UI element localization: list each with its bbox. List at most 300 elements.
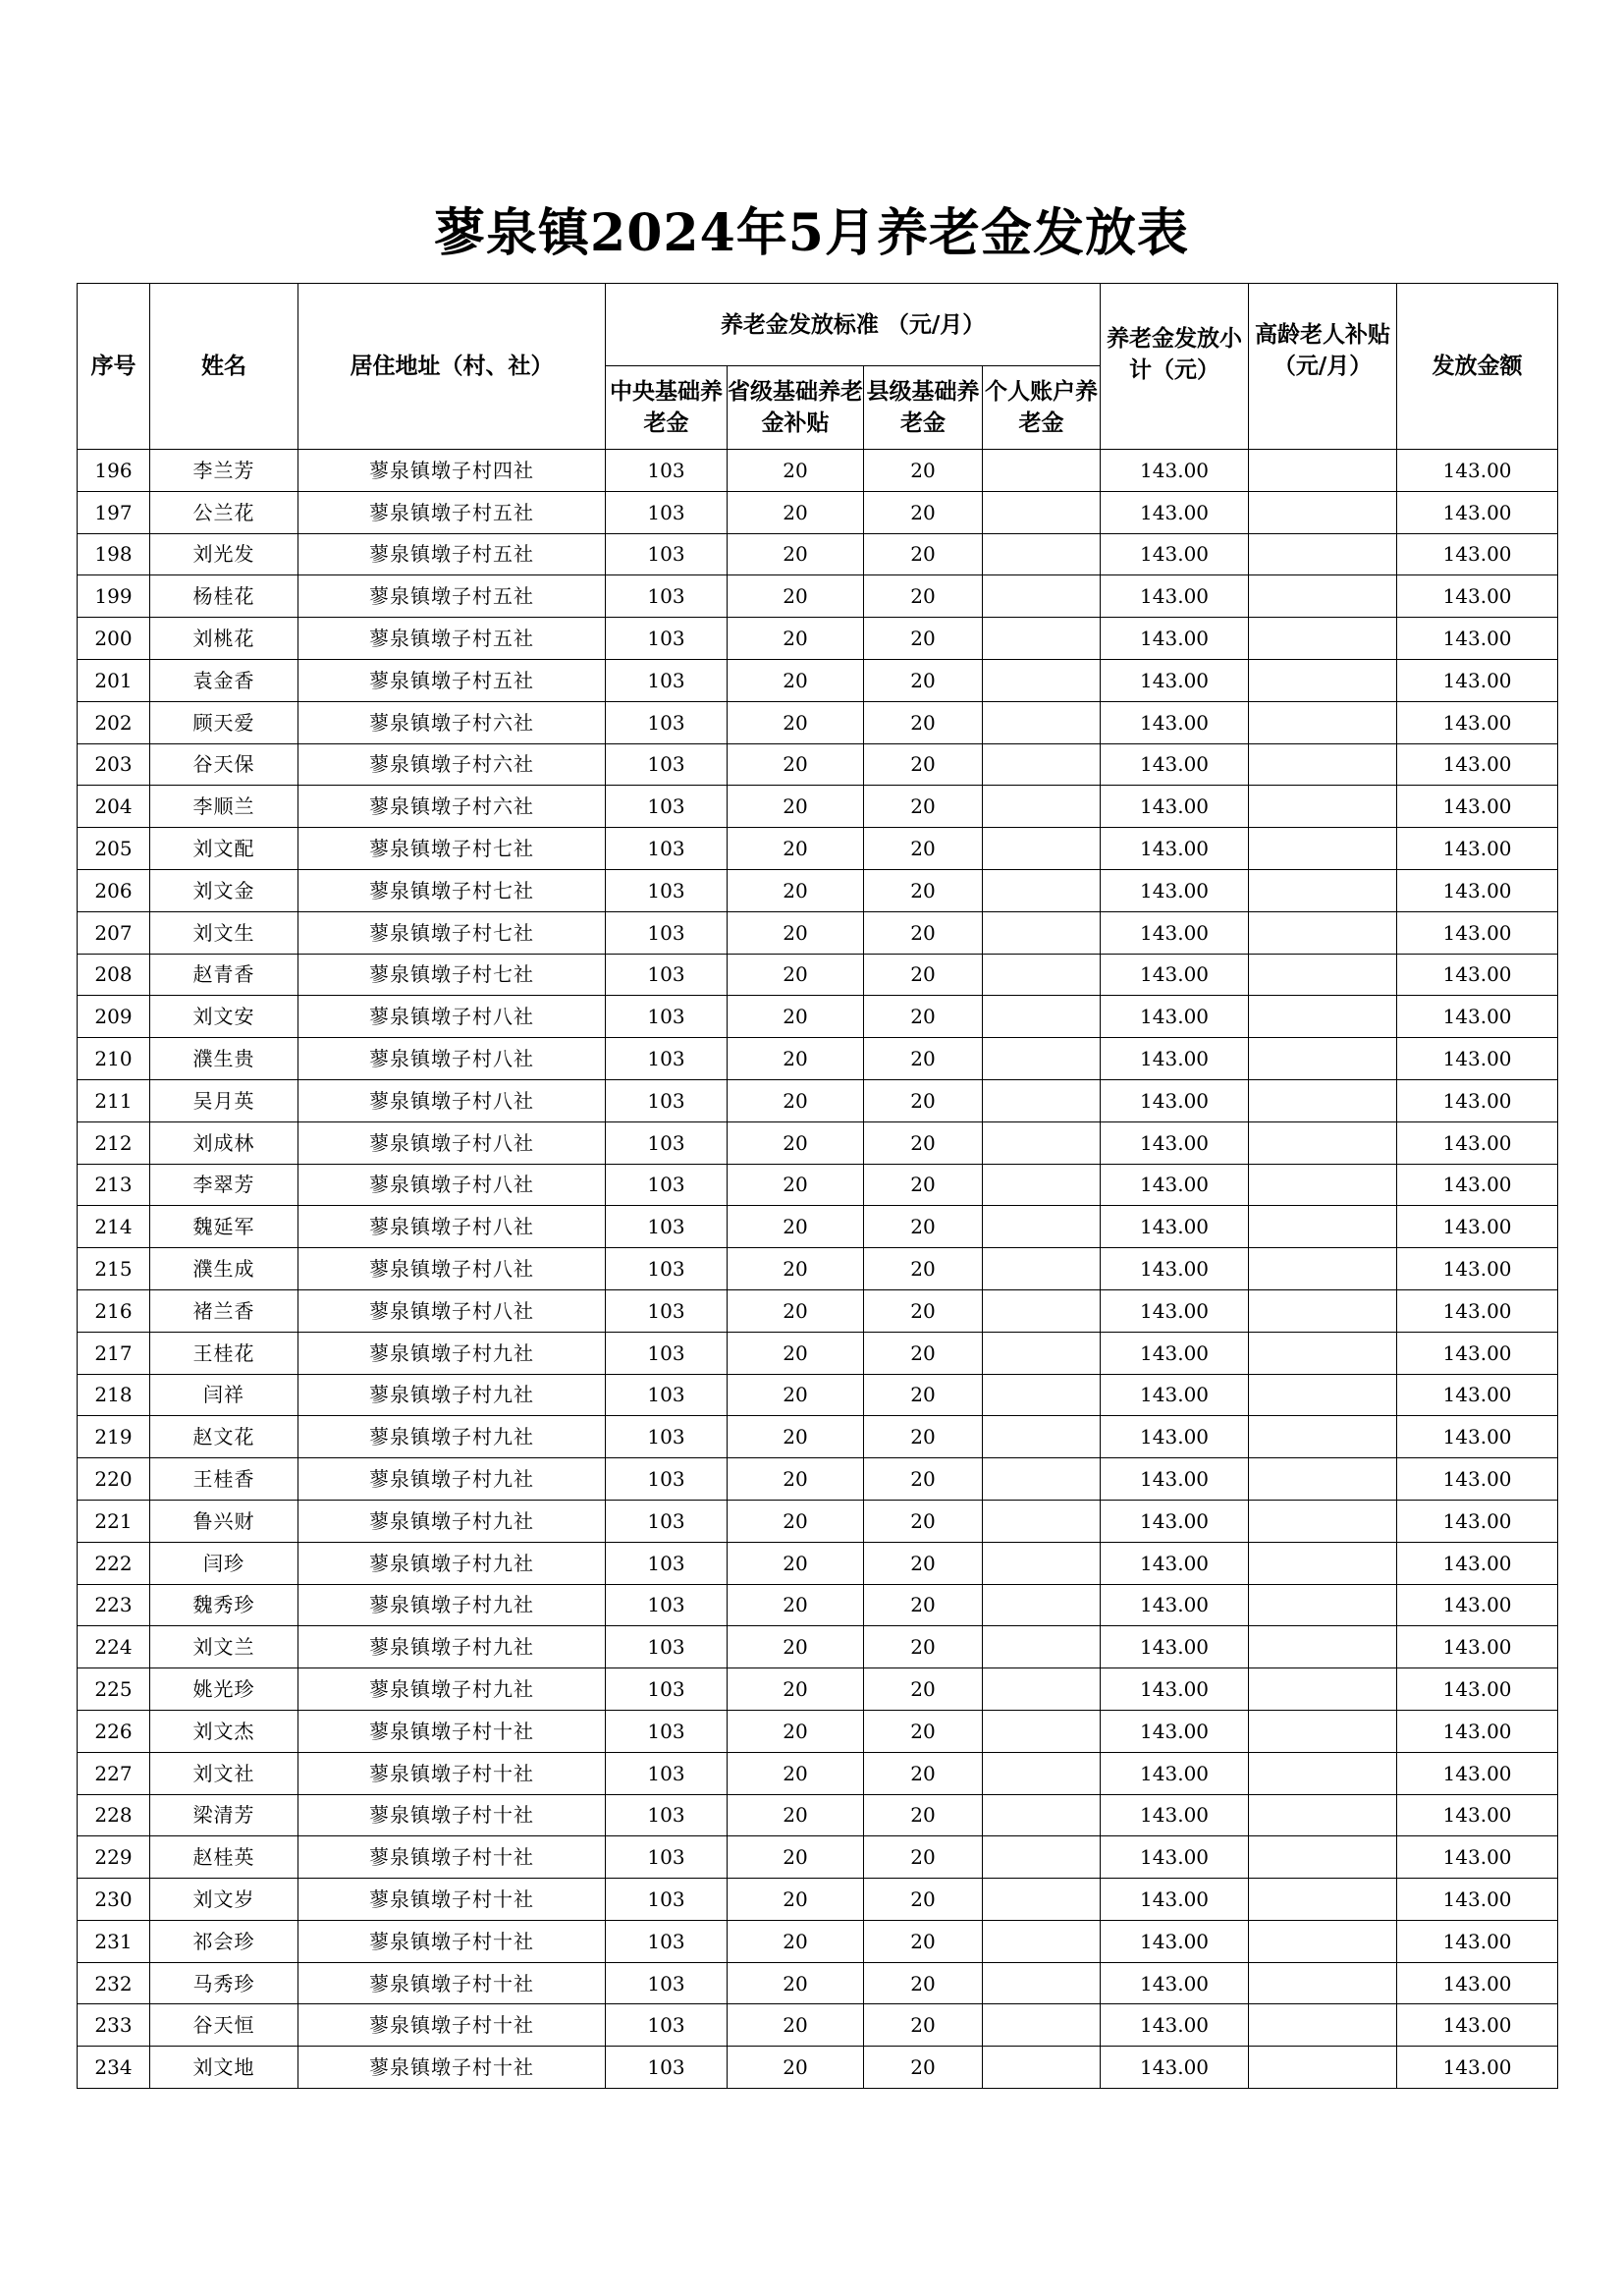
cell-county: 20 (864, 1121, 983, 1164)
table-row (78, 1458, 1558, 1501)
cell-personal (983, 1416, 1101, 1458)
cell-seq: 221 (78, 1500, 150, 1542)
cell-provincial: 20 (728, 1416, 864, 1458)
cell-provincial: 20 (728, 1752, 864, 1794)
cell-central: 103 (606, 1079, 728, 1121)
cell-name: 祁会珍 (150, 1920, 298, 1962)
cell-address: 蓼泉镇墩子村九社 (298, 1584, 606, 1626)
cell-seq: 220 (78, 1458, 150, 1501)
cell-elderly-subsidy (1249, 1962, 1397, 2004)
cell-seq: 206 (78, 869, 150, 911)
cell-provincial: 20 (728, 533, 864, 575)
table-row (78, 1752, 1558, 1794)
cell-provincial: 20 (728, 1121, 864, 1164)
cell-seq: 218 (78, 1374, 150, 1416)
cell-amount: 143.00 (1397, 2004, 1558, 2047)
cell-central: 103 (606, 1920, 728, 1962)
cell-amount: 143.00 (1397, 1794, 1558, 1836)
cell-address: 蓼泉镇墩子村九社 (298, 1542, 606, 1584)
cell-personal (983, 1332, 1101, 1374)
cell-elderly-subsidy (1249, 1500, 1397, 1542)
cell-subtotal: 143.00 (1101, 450, 1249, 492)
cell-county: 20 (864, 1542, 983, 1584)
cell-provincial: 20 (728, 1879, 864, 1921)
cell-name: 马秀珍 (150, 1962, 298, 2004)
cell-name: 赵文花 (150, 1416, 298, 1458)
cell-amount: 143.00 (1397, 1962, 1558, 2004)
cell-personal (983, 743, 1101, 786)
cell-seq: 196 (78, 450, 150, 492)
cell-seq: 201 (78, 659, 150, 701)
cell-seq: 231 (78, 1920, 150, 1962)
cell-address: 蓼泉镇墩子村六社 (298, 701, 606, 743)
cell-provincial: 20 (728, 1626, 864, 1668)
cell-subtotal: 143.00 (1101, 1879, 1249, 1921)
cell-amount: 143.00 (1397, 1416, 1558, 1458)
cell-address: 蓼泉镇墩子村九社 (298, 1668, 606, 1711)
cell-county: 20 (864, 1038, 983, 1080)
cell-provincial: 20 (728, 996, 864, 1038)
cell-central: 103 (606, 1416, 728, 1458)
cell-elderly-subsidy (1249, 1836, 1397, 1879)
cell-county: 20 (864, 1920, 983, 1962)
table-row (78, 1879, 1558, 1921)
cell-central: 103 (606, 1668, 728, 1711)
cell-address: 蓼泉镇墩子村十社 (298, 1836, 606, 1879)
cell-amount: 143.00 (1397, 450, 1558, 492)
cell-county: 20 (864, 1626, 983, 1668)
cell-address: 蓼泉镇墩子村八社 (298, 1289, 606, 1332)
cell-central: 103 (606, 1289, 728, 1332)
cell-subtotal: 143.00 (1101, 1038, 1249, 1080)
cell-name: 赵青香 (150, 954, 298, 996)
cell-personal (983, 1500, 1101, 1542)
header-standard-group: 养老金发放标准 （元/月） (606, 284, 1101, 366)
cell-personal (983, 996, 1101, 1038)
cell-elderly-subsidy (1249, 533, 1397, 575)
cell-personal (983, 1626, 1101, 1668)
cell-elderly-subsidy (1249, 1920, 1397, 1962)
cell-county: 20 (864, 1752, 983, 1794)
cell-subtotal: 143.00 (1101, 786, 1249, 828)
cell-seq: 204 (78, 786, 150, 828)
cell-personal (983, 1374, 1101, 1416)
cell-county: 20 (864, 1794, 983, 1836)
cell-seq: 197 (78, 491, 150, 533)
cell-elderly-subsidy (1249, 1794, 1397, 1836)
cell-name: 刘文社 (150, 1752, 298, 1794)
cell-subtotal: 143.00 (1101, 954, 1249, 996)
cell-elderly-subsidy (1249, 659, 1397, 701)
cell-seq: 232 (78, 1962, 150, 2004)
cell-central: 103 (606, 828, 728, 870)
cell-subtotal: 143.00 (1101, 1668, 1249, 1711)
cell-seq: 224 (78, 1626, 150, 1668)
cell-amount: 143.00 (1397, 743, 1558, 786)
cell-seq: 211 (78, 1079, 150, 1121)
table-row (78, 828, 1558, 870)
cell-county: 20 (864, 1458, 983, 1501)
cell-amount: 143.00 (1397, 1121, 1558, 1164)
cell-provincial: 20 (728, 1794, 864, 1836)
cell-county: 20 (864, 869, 983, 911)
cell-county: 20 (864, 828, 983, 870)
table-row (78, 1332, 1558, 1374)
cell-county: 20 (864, 1500, 983, 1542)
cell-provincial: 20 (728, 954, 864, 996)
cell-elderly-subsidy (1249, 618, 1397, 660)
cell-county: 20 (864, 491, 983, 533)
cell-seq: 208 (78, 954, 150, 996)
table-row (78, 701, 1558, 743)
cell-central: 103 (606, 1752, 728, 1794)
cell-address: 蓼泉镇墩子村十社 (298, 2004, 606, 2047)
cell-name: 刘光发 (150, 533, 298, 575)
cell-central: 103 (606, 996, 728, 1038)
cell-amount: 143.00 (1397, 911, 1558, 954)
cell-seq: 203 (78, 743, 150, 786)
cell-provincial: 20 (728, 869, 864, 911)
header-elderly-subsidy: 高龄老人补贴（元/月） (1249, 284, 1397, 450)
cell-address: 蓼泉镇墩子村七社 (298, 911, 606, 954)
cell-central: 103 (606, 450, 728, 492)
cell-subtotal: 143.00 (1101, 996, 1249, 1038)
cell-subtotal: 143.00 (1101, 1289, 1249, 1332)
cell-central: 103 (606, 1542, 728, 1584)
cell-county: 20 (864, 2047, 983, 2089)
cell-address: 蓼泉镇墩子村五社 (298, 533, 606, 575)
header-central: 中央基础养老金 (606, 366, 728, 450)
cell-personal (983, 1542, 1101, 1584)
header-subtotal: 养老金发放小计（元） (1101, 284, 1249, 450)
table-row (78, 1542, 1558, 1584)
table-row (78, 1038, 1558, 1080)
table-row (78, 1668, 1558, 1711)
cell-provincial: 20 (728, 1962, 864, 2004)
cell-provincial: 20 (728, 618, 864, 660)
cell-subtotal: 143.00 (1101, 1836, 1249, 1879)
cell-provincial: 20 (728, 2047, 864, 2089)
cell-personal (983, 1962, 1101, 2004)
cell-personal (983, 1206, 1101, 1248)
cell-county: 20 (864, 1206, 983, 1248)
cell-central: 103 (606, 1332, 728, 1374)
cell-amount: 143.00 (1397, 1752, 1558, 1794)
cell-elderly-subsidy (1249, 1542, 1397, 1584)
cell-seq: 223 (78, 1584, 150, 1626)
cell-address: 蓼泉镇墩子村五社 (298, 659, 606, 701)
cell-name: 刘桃花 (150, 618, 298, 660)
cell-elderly-subsidy (1249, 1416, 1397, 1458)
cell-elderly-subsidy (1249, 2004, 1397, 2047)
cell-provincial: 20 (728, 1289, 864, 1332)
cell-address: 蓼泉镇墩子村五社 (298, 491, 606, 533)
cell-name: 魏秀珍 (150, 1584, 298, 1626)
cell-name: 李顺兰 (150, 786, 298, 828)
cell-county: 20 (864, 743, 983, 786)
cell-subtotal: 143.00 (1101, 1458, 1249, 1501)
cell-personal (983, 828, 1101, 870)
table-row (78, 1416, 1558, 1458)
cell-subtotal: 143.00 (1101, 575, 1249, 618)
cell-personal (983, 2047, 1101, 2089)
cell-central: 103 (606, 1626, 728, 1668)
cell-seq: 233 (78, 2004, 150, 2047)
cell-county: 20 (864, 701, 983, 743)
cell-subtotal: 143.00 (1101, 1920, 1249, 1962)
cell-personal (983, 491, 1101, 533)
table-row (78, 533, 1558, 575)
cell-address: 蓼泉镇墩子村七社 (298, 828, 606, 870)
cell-central: 103 (606, 1248, 728, 1290)
cell-address: 蓼泉镇墩子村八社 (298, 1164, 606, 1206)
cell-personal (983, 1920, 1101, 1962)
cell-name: 刘文金 (150, 869, 298, 911)
cell-amount: 143.00 (1397, 1038, 1558, 1080)
cell-seq: 230 (78, 1879, 150, 1921)
cell-address: 蓼泉镇墩子村四社 (298, 450, 606, 492)
cell-address: 蓼泉镇墩子村八社 (298, 996, 606, 1038)
cell-name: 刘文杰 (150, 1710, 298, 1752)
cell-elderly-subsidy (1249, 1710, 1397, 1752)
cell-county: 20 (864, 1332, 983, 1374)
cell-elderly-subsidy (1249, 743, 1397, 786)
cell-provincial: 20 (728, 1500, 864, 1542)
cell-provincial: 20 (728, 1374, 864, 1416)
cell-amount: 143.00 (1397, 1710, 1558, 1752)
cell-address: 蓼泉镇墩子村六社 (298, 786, 606, 828)
cell-provincial: 20 (728, 575, 864, 618)
cell-subtotal: 143.00 (1101, 618, 1249, 660)
cell-name: 刘文地 (150, 2047, 298, 2089)
cell-seq: 214 (78, 1206, 150, 1248)
cell-personal (983, 533, 1101, 575)
cell-elderly-subsidy (1249, 1206, 1397, 1248)
header-personal: 个人账户养老金 (983, 366, 1101, 450)
cell-personal (983, 954, 1101, 996)
cell-name: 王桂花 (150, 1332, 298, 1374)
cell-county: 20 (864, 1836, 983, 1879)
cell-personal (983, 1289, 1101, 1332)
cell-personal (983, 1038, 1101, 1080)
table-row (78, 1121, 1558, 1164)
cell-elderly-subsidy (1249, 575, 1397, 618)
table-row (78, 1584, 1558, 1626)
cell-name: 杨桂花 (150, 575, 298, 618)
cell-address: 蓼泉镇墩子村十社 (298, 1920, 606, 1962)
cell-county: 20 (864, 2004, 983, 2047)
cell-central: 103 (606, 954, 728, 996)
document-title: 蓼泉镇2024年5月养老金发放表 (434, 203, 1189, 263)
table-row (78, 1962, 1558, 2004)
table-row (78, 491, 1558, 533)
cell-personal (983, 1079, 1101, 1121)
cell-address: 蓼泉镇墩子村八社 (298, 1079, 606, 1121)
cell-personal (983, 1836, 1101, 1879)
cell-elderly-subsidy (1249, 2047, 1397, 2089)
cell-central: 103 (606, 618, 728, 660)
table-row (78, 659, 1558, 701)
pension-table (77, 283, 1558, 2089)
cell-elderly-subsidy (1249, 1332, 1397, 1374)
cell-name: 梁清芳 (150, 1794, 298, 1836)
cell-provincial: 20 (728, 1079, 864, 1121)
cell-county: 20 (864, 575, 983, 618)
cell-county: 20 (864, 618, 983, 660)
cell-elderly-subsidy (1249, 1164, 1397, 1206)
cell-amount: 143.00 (1397, 1164, 1558, 1206)
cell-seq: 228 (78, 1794, 150, 1836)
cell-personal (983, 1121, 1101, 1164)
cell-provincial: 20 (728, 1584, 864, 1626)
cell-amount: 143.00 (1397, 2047, 1558, 2089)
cell-amount: 143.00 (1397, 1584, 1558, 1626)
cell-county: 20 (864, 1079, 983, 1121)
cell-county: 20 (864, 1668, 983, 1711)
cell-elderly-subsidy (1249, 911, 1397, 954)
cell-personal (983, 869, 1101, 911)
table-row (78, 1836, 1558, 1879)
cell-amount: 143.00 (1397, 1542, 1558, 1584)
cell-county: 20 (864, 1164, 983, 1206)
cell-subtotal: 143.00 (1101, 1500, 1249, 1542)
cell-seq: 199 (78, 575, 150, 618)
cell-central: 103 (606, 2004, 728, 2047)
cell-county: 20 (864, 450, 983, 492)
cell-subtotal: 143.00 (1101, 1374, 1249, 1416)
cell-elderly-subsidy (1249, 1248, 1397, 1290)
cell-seq: 225 (78, 1668, 150, 1711)
cell-seq: 234 (78, 2047, 150, 2089)
cell-name: 公兰花 (150, 491, 298, 533)
header-county: 县级基础养老金 (864, 366, 983, 450)
table-row (78, 450, 1558, 492)
cell-amount: 143.00 (1397, 1836, 1558, 1879)
cell-provincial: 20 (728, 1332, 864, 1374)
table-header (78, 284, 1558, 450)
cell-name: 刘文安 (150, 996, 298, 1038)
cell-address: 蓼泉镇墩子村十社 (298, 2047, 606, 2089)
cell-elderly-subsidy (1249, 701, 1397, 743)
cell-county: 20 (864, 911, 983, 954)
cell-name: 刘成林 (150, 1121, 298, 1164)
cell-name: 鲁兴财 (150, 1500, 298, 1542)
cell-name: 刘文兰 (150, 1626, 298, 1668)
cell-elderly-subsidy (1249, 828, 1397, 870)
cell-name: 魏延军 (150, 1206, 298, 1248)
cell-name: 闫祥 (150, 1374, 298, 1416)
cell-address: 蓼泉镇墩子村十社 (298, 1879, 606, 1921)
cell-amount: 143.00 (1397, 1206, 1558, 1248)
cell-provincial: 20 (728, 1542, 864, 1584)
cell-county: 20 (864, 1584, 983, 1626)
cell-name: 赵桂英 (150, 1836, 298, 1879)
cell-amount: 143.00 (1397, 1079, 1558, 1121)
cell-address: 蓼泉镇墩子村五社 (298, 575, 606, 618)
cell-amount: 143.00 (1397, 1374, 1558, 1416)
cell-amount: 143.00 (1397, 1289, 1558, 1332)
cell-central: 103 (606, 1038, 728, 1080)
cell-central: 103 (606, 786, 728, 828)
cell-amount: 143.00 (1397, 1668, 1558, 1711)
cell-amount: 143.00 (1397, 1332, 1558, 1374)
cell-central: 103 (606, 911, 728, 954)
table-row (78, 1626, 1558, 1668)
header-amount: 发放金额 (1397, 284, 1558, 450)
table-row (78, 1710, 1558, 1752)
table-row (78, 1374, 1558, 1416)
cell-seq: 207 (78, 911, 150, 954)
cell-seq: 217 (78, 1332, 150, 1374)
cell-seq: 226 (78, 1710, 150, 1752)
cell-elderly-subsidy (1249, 1752, 1397, 1794)
cell-address: 蓼泉镇墩子村八社 (298, 1038, 606, 1080)
cell-amount: 143.00 (1397, 828, 1558, 870)
cell-provincial: 20 (728, 659, 864, 701)
table-row (78, 2004, 1558, 2047)
cell-address: 蓼泉镇墩子村八社 (298, 1121, 606, 1164)
cell-county: 20 (864, 996, 983, 1038)
cell-provincial: 20 (728, 1206, 864, 1248)
table-row (78, 911, 1558, 954)
cell-amount: 143.00 (1397, 1500, 1558, 1542)
cell-personal (983, 1584, 1101, 1626)
cell-elderly-subsidy (1249, 786, 1397, 828)
cell-county: 20 (864, 1962, 983, 2004)
table-row (78, 743, 1558, 786)
cell-subtotal: 143.00 (1101, 743, 1249, 786)
cell-subtotal: 143.00 (1101, 1121, 1249, 1164)
cell-central: 103 (606, 1374, 728, 1416)
cell-subtotal: 143.00 (1101, 1962, 1249, 2004)
cell-address: 蓼泉镇墩子村九社 (298, 1626, 606, 1668)
cell-personal (983, 786, 1101, 828)
cell-name: 刘文配 (150, 828, 298, 870)
cell-amount: 143.00 (1397, 575, 1558, 618)
cell-name: 濮生贵 (150, 1038, 298, 1080)
cell-provincial: 20 (728, 1710, 864, 1752)
table-row (78, 1794, 1558, 1836)
table-row (78, 1248, 1558, 1290)
cell-subtotal: 143.00 (1101, 701, 1249, 743)
table-row (78, 575, 1558, 618)
cell-address: 蓼泉镇墩子村九社 (298, 1374, 606, 1416)
table-row (78, 869, 1558, 911)
cell-subtotal: 143.00 (1101, 533, 1249, 575)
cell-county: 20 (864, 786, 983, 828)
cell-provincial: 20 (728, 1668, 864, 1711)
cell-subtotal: 143.00 (1101, 1332, 1249, 1374)
cell-central: 103 (606, 1164, 728, 1206)
cell-name: 姚光珍 (150, 1668, 298, 1711)
cell-provincial: 20 (728, 2004, 864, 2047)
cell-county: 20 (864, 1248, 983, 1290)
table-row (78, 2047, 1558, 2089)
cell-address: 蓼泉镇墩子村七社 (298, 954, 606, 996)
cell-subtotal: 143.00 (1101, 828, 1249, 870)
cell-name: 濮生成 (150, 1248, 298, 1290)
cell-amount: 143.00 (1397, 1248, 1558, 1290)
cell-address: 蓼泉镇墩子村九社 (298, 1500, 606, 1542)
cell-elderly-subsidy (1249, 869, 1397, 911)
cell-address: 蓼泉镇墩子村十社 (298, 1962, 606, 2004)
cell-provincial: 20 (728, 491, 864, 533)
cell-seq: 209 (78, 996, 150, 1038)
cell-address: 蓼泉镇墩子村九社 (298, 1416, 606, 1458)
cell-name: 褚兰香 (150, 1289, 298, 1332)
cell-subtotal: 143.00 (1101, 2004, 1249, 2047)
cell-name: 刘文岁 (150, 1879, 298, 1921)
